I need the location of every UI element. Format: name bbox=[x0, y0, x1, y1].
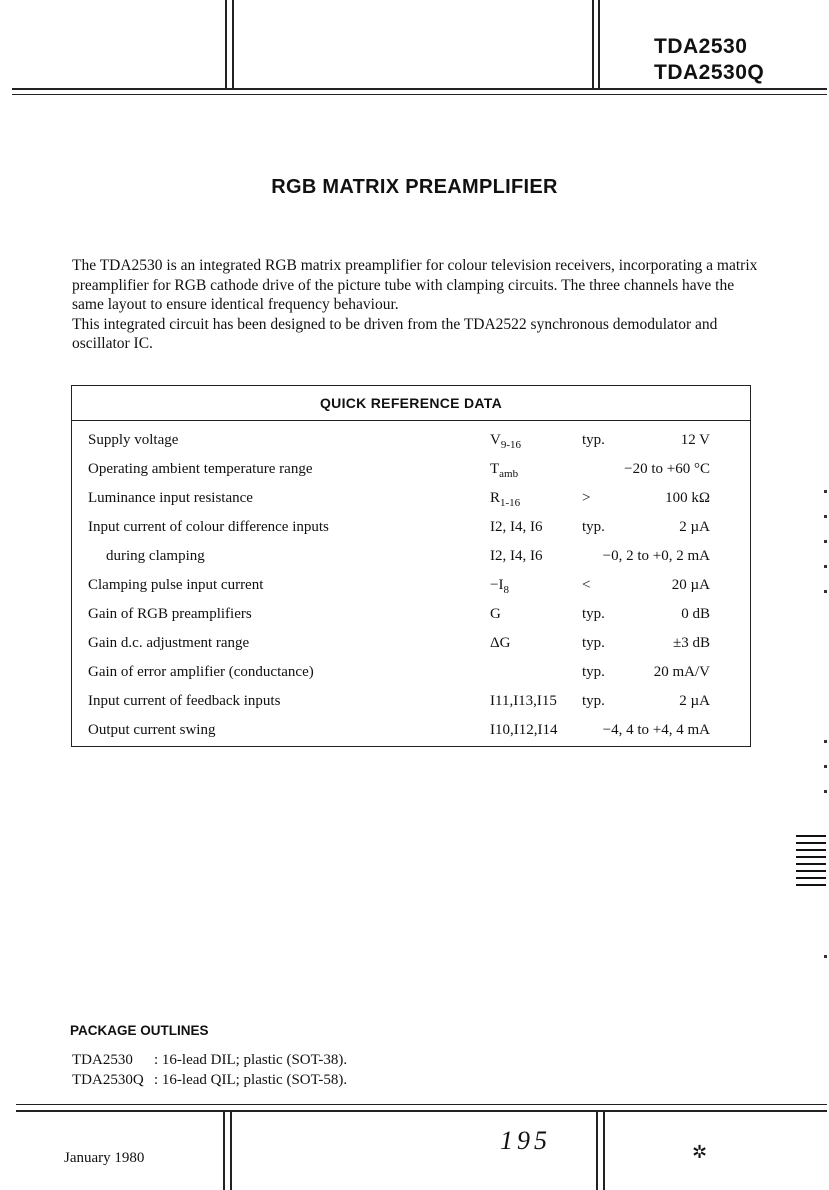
value: 20 mA/V bbox=[653, 664, 710, 680]
value: ±3 dB bbox=[673, 635, 710, 651]
table-row bbox=[72, 455, 750, 484]
symbol: $R_{1-16}$ bbox=[490, 490, 521, 509]
symbol: I10,I12,I14 bbox=[490, 722, 558, 738]
value: −4, 4 to +4, 4 mA bbox=[602, 722, 710, 738]
condition: typ. bbox=[582, 432, 605, 448]
scan-speck bbox=[824, 490, 827, 493]
table-row bbox=[72, 716, 750, 745]
header-divider bbox=[232, 0, 234, 90]
parameter: Operating ambient temperature range bbox=[88, 461, 313, 477]
footer-divider bbox=[223, 1112, 225, 1190]
symbol: I2, I4, I6 bbox=[490, 519, 543, 535]
condition: typ. bbox=[582, 519, 605, 535]
condition: typ. bbox=[582, 635, 605, 651]
handwritten-page-number: 195 bbox=[500, 1126, 551, 1155]
value: 20 µA bbox=[671, 577, 710, 593]
header-divider bbox=[598, 0, 600, 90]
thumb-index-mark bbox=[796, 856, 826, 858]
condition: typ. bbox=[582, 664, 605, 680]
symbol: $-I_8$ bbox=[490, 577, 509, 596]
condition: < bbox=[582, 577, 591, 593]
table-row bbox=[72, 687, 750, 716]
thumb-index-mark bbox=[796, 870, 826, 872]
footer-rule bbox=[16, 1104, 827, 1105]
page-title: RGB MATRIX PREAMPLIFIER bbox=[271, 176, 558, 198]
symbol: ΔG bbox=[490, 635, 511, 651]
symbol: $V_{9-16}$ bbox=[490, 432, 522, 451]
table-row bbox=[72, 571, 750, 600]
footer-divider bbox=[596, 1112, 598, 1190]
scan-speck bbox=[824, 540, 827, 543]
package-item bbox=[72, 1052, 347, 1069]
package-name: TDA2530Q bbox=[72, 1072, 144, 1088]
header-divider bbox=[592, 0, 594, 90]
part-number: TDA2530 bbox=[654, 35, 748, 58]
quick-reference-heading: QUICK REFERENCE DATA bbox=[72, 386, 750, 421]
footer-rule bbox=[16, 1110, 827, 1112]
scan-speck bbox=[824, 515, 827, 518]
asterisk-mark-icon: ✲ bbox=[692, 1142, 708, 1162]
parameter: Luminance input resistance bbox=[88, 490, 253, 506]
table-row bbox=[72, 542, 750, 571]
thumb-index-mark bbox=[796, 842, 826, 844]
value: 2 µA bbox=[679, 519, 710, 535]
parameter: Input current of feedback inputs bbox=[88, 693, 281, 709]
header-rule bbox=[12, 94, 827, 95]
footer-date: January 1980 bbox=[64, 1150, 145, 1166]
condition: > bbox=[582, 490, 591, 506]
parameter: Gain of RGB preamplifiers bbox=[88, 606, 252, 622]
parameter: Gain d.c. adjustment range bbox=[88, 635, 250, 651]
scan-speck bbox=[824, 565, 827, 568]
scan-speck bbox=[824, 955, 827, 958]
table-row bbox=[72, 600, 750, 629]
header-rule bbox=[12, 88, 827, 90]
parameter: Supply voltage bbox=[88, 432, 179, 448]
value: −20 to +60 °C bbox=[624, 461, 710, 477]
thumb-index-mark bbox=[796, 884, 826, 886]
parameter: Clamping pulse input current bbox=[88, 577, 264, 593]
package-outlines-heading: PACKAGE OUTLINES bbox=[70, 1023, 209, 1038]
value: 100 kΩ bbox=[665, 490, 710, 506]
value: 2 µA bbox=[679, 693, 710, 709]
table-row bbox=[72, 426, 750, 455]
intro-paragraph: The TDA2530 is an integrated RGB matrix preamplifier for colour television receivers, incorporating a matrix preamplifier for RGB cathode drive of the picture tube with clamping circuits. The three channels have the same layout to ensure identical frequency behaviour. bbox=[72, 257, 758, 313]
symbol: G bbox=[490, 606, 501, 622]
value: −0, 2 to +0, 2 mA bbox=[602, 548, 710, 564]
footer-divider bbox=[603, 1112, 605, 1190]
parameter: Gain of error amplifier (conductance) bbox=[88, 664, 314, 680]
table-row bbox=[72, 629, 750, 658]
scan-speck bbox=[824, 765, 827, 768]
condition: typ. bbox=[582, 693, 605, 709]
parameter: Input current of colour difference inputs bbox=[88, 519, 329, 535]
condition: typ. bbox=[582, 606, 605, 622]
intro-paragraph: This integrated circuit has been designed to be driven from the TDA2522 synchronous demodulator and oscillator IC. bbox=[72, 315, 718, 352]
table-row bbox=[72, 513, 750, 542]
thumb-index-mark bbox=[796, 835, 826, 837]
package-desc: : 16-lead DIL; plastic (SOT-38). bbox=[154, 1052, 348, 1068]
thumb-index-mark bbox=[796, 863, 826, 865]
header-divider bbox=[225, 0, 227, 90]
value: 0 dB bbox=[681, 606, 710, 622]
intro-text bbox=[72, 256, 762, 354]
footer-divider bbox=[230, 1112, 232, 1190]
parameter: during clamping bbox=[106, 548, 205, 564]
quick-reference-table bbox=[71, 385, 751, 747]
value: 12 V bbox=[680, 432, 710, 448]
parameter: Output current swing bbox=[88, 722, 216, 738]
table-row bbox=[72, 484, 750, 513]
symbol: I11,I13,I15 bbox=[490, 693, 557, 709]
scan-speck bbox=[824, 740, 827, 743]
package-name: TDA2530 bbox=[72, 1052, 133, 1068]
thumb-index-mark bbox=[796, 877, 826, 879]
part-number: TDA2530Q bbox=[654, 61, 765, 84]
symbol: $T_{amb}$ bbox=[490, 461, 519, 480]
thumb-index-mark bbox=[796, 849, 826, 851]
scan-speck bbox=[824, 590, 827, 593]
package-desc: : 16-lead QIL; plastic (SOT-58). bbox=[154, 1072, 348, 1088]
table-row bbox=[72, 658, 750, 687]
symbol: I2, I4, I6 bbox=[490, 548, 543, 564]
scan-speck bbox=[824, 790, 827, 793]
package-item bbox=[72, 1072, 347, 1089]
